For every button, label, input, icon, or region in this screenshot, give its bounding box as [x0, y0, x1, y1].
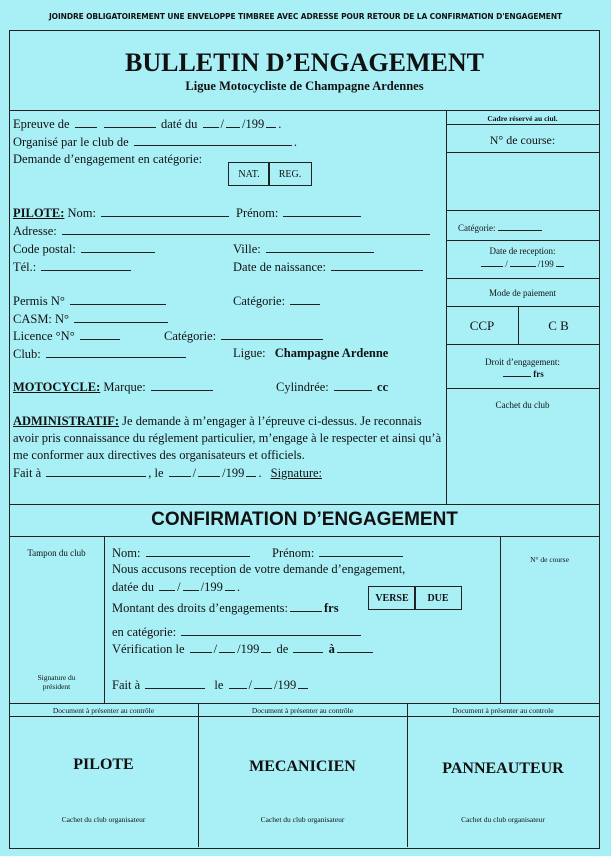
date-reception-field[interactable]: / /199 [446, 258, 599, 270]
fait-a-line[interactable]: Fait à , le / /199 . Signature: [13, 466, 323, 480]
doc-controle-mecanicien: Document à présenter au contrôle [251, 706, 354, 715]
cachet-organisateur-pilote: Cachet du club organisateur [61, 815, 146, 824]
role-mecanicien: MECANICIEN [249, 758, 356, 775]
role-pilote: PILOTE [73, 756, 134, 773]
tampon-club-label: Tampon du club [27, 548, 86, 558]
ville-line[interactable]: Ville: [233, 241, 376, 256]
nat-box[interactable]: NAT. [228, 162, 270, 186]
casm-line[interactable]: CASM: N° [13, 311, 170, 326]
accusons-text: Nous accusons reception de votre demande d’engagement, [112, 562, 406, 576]
licence-categorie-line[interactable]: Catégorie: [164, 328, 325, 343]
cachet-club-label: Cachet du club [495, 400, 550, 410]
code-postal-line[interactable]: Code postal: [13, 241, 157, 256]
ccp-option[interactable]: CCP [469, 318, 495, 333]
conf-nom-line[interactable]: Nom: [112, 545, 252, 560]
cachet-organisateur-panneauteur: Cachet du club organisateur [461, 815, 545, 824]
signature-president-label-1: Signature du [37, 673, 76, 682]
date-naissance-line[interactable]: Date de naissance: [233, 259, 425, 274]
ligue-line: Ligue: Champagne Ardenne [233, 346, 389, 360]
conf-fait-a-line[interactable]: Fait à le / /199 [112, 677, 310, 692]
datee-du-line[interactable]: datée du / /199 . [112, 580, 240, 594]
verification-line[interactable]: Vérification le / /199 de à [112, 641, 375, 656]
mode-paiement-label: Mode de paiement [489, 288, 556, 298]
reg-box[interactable]: REG. [268, 162, 312, 186]
date-reception-label: Date de reception: [489, 246, 556, 256]
pilote-nom-line[interactable]: PILOTE: Nom: [13, 205, 231, 220]
montant-line[interactable]: Montant des droits d’engagements: frs [112, 601, 339, 615]
adresse-line[interactable]: Adresse: [13, 223, 432, 238]
signature-label: Signature: [270, 466, 323, 480]
doc-controle-pilote: Document à présenter au contrôle [52, 706, 155, 715]
demande-categorie: Demande d’engagement en catégorie: [13, 152, 203, 166]
motocycle-line[interactable]: MOTOCYCLE: Marque: [13, 379, 215, 394]
tel-line[interactable]: Tél.: [13, 259, 133, 274]
epreuve-line[interactable]: Epreuve de daté du / /199 . [13, 117, 282, 131]
categorie-right[interactable]: Catégorie: [458, 222, 544, 234]
en-categorie-line[interactable]: en catégorie: [112, 624, 363, 639]
admin-text-1: ADMINISTRATIF: Je demande à m’engager à l’épreuve ci-dessus. Je reconnais [13, 414, 422, 428]
admin-text-3: me conformer aux directives des organisateurs et officiels. [13, 448, 305, 462]
droit-engagement-field[interactable]: frs [446, 368, 599, 380]
verse-box[interactable]: VERSE [368, 586, 416, 610]
droit-engagement-label: Droit d’engagement: [485, 357, 560, 367]
form-subtitle: Ligue Motocycliste de Champagne Ardennes [185, 79, 424, 93]
cachet-organisateur-mecanicien: Cachet du club organisateur [260, 815, 345, 824]
due-box[interactable]: DUE [414, 586, 462, 610]
no-course-label: N° de course: [489, 133, 556, 147]
role-panneauteur: PANNEAUTEUR [442, 760, 564, 777]
cylindree-line[interactable]: Cylindrée: cc [276, 380, 389, 394]
confirmation-title: CONFIRMATION D’ENGAGEMENT [151, 509, 458, 530]
doc-controle-panneauteur: Document à présenter au controle [452, 706, 554, 715]
conf-no-course-label: N° de course [530, 555, 569, 564]
cb-option[interactable]: C B [548, 318, 569, 333]
organise-line[interactable]: Organisé par le club de . [13, 135, 297, 149]
licence-line[interactable]: Licence °N° [13, 328, 122, 343]
form-title: BULLETIN D’ENGAGEMENT [125, 48, 484, 77]
signature-president-label-2: président [42, 682, 71, 691]
admin-text-2: avoir pris connaissance du réglement particulier, m’engage à le respecter et ainsi qu’à [13, 431, 442, 445]
permis-line[interactable]: Permis N° [13, 293, 168, 308]
cadre-reserve: Cadre réservé au ciul. [487, 114, 558, 123]
club-line[interactable]: Club: [13, 346, 188, 361]
top-notice: JOINDRE OBLIGATOIREMENT UNE ENVELOPPE TIMBREE AVEC ADRESSE POUR RETOUR DE LA CONFIRMATION D'ENGAGEMENT [48, 12, 563, 21]
conf-prenom-line[interactable]: Prénom: [272, 545, 405, 560]
pilote-prenom-line[interactable]: Prénom: [236, 205, 363, 220]
permis-categorie-line[interactable]: Catégorie: [233, 293, 322, 308]
